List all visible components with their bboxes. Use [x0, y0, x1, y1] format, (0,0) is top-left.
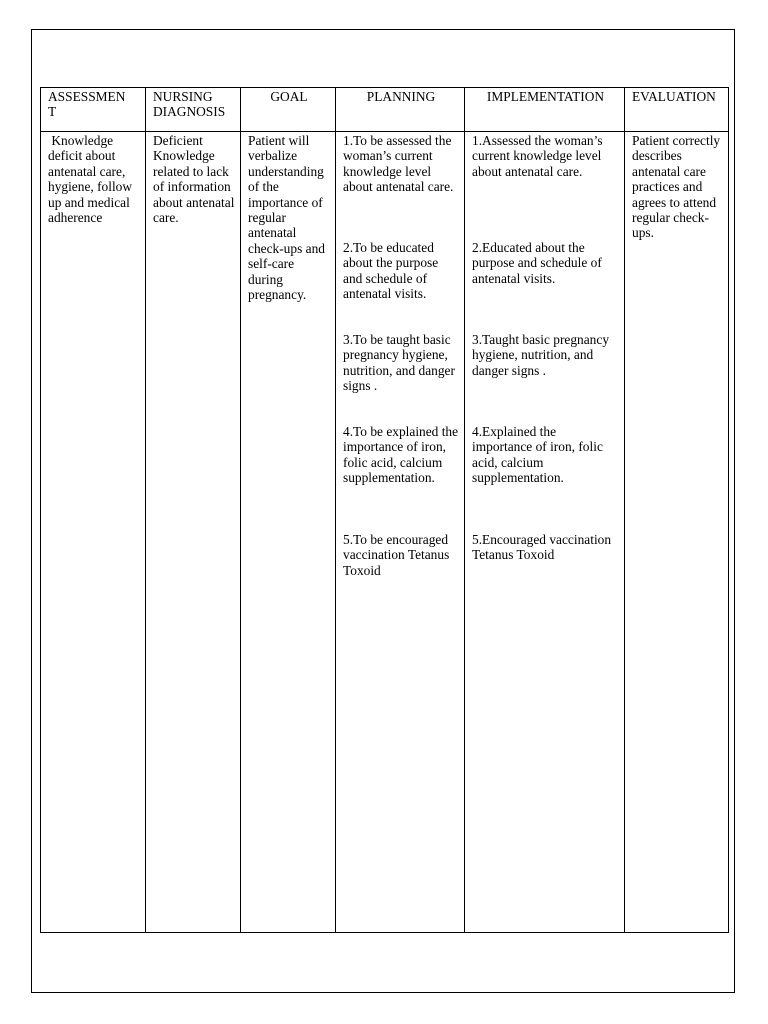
planning-step-2: 2.To be educated about the purpose and schedule of antenatal visits. [343, 240, 439, 302]
header-evaluation: EVALUATION [625, 88, 729, 132]
evaluation-cell: Patient correctly describes antenatal care practices and agrees to attend regular check-ups. [625, 132, 729, 933]
implementation-step-4: 4.Explained the importance of iron, folic acid, calcium supplementation. [472, 424, 603, 486]
planning-step-4: 4.To be explained the importance of iron, folic acid, calcium supplementation. [343, 424, 459, 486]
implementation-step-3: 3.Taught basic pregnancy hygiene, nutrition, and danger signs . [472, 332, 610, 378]
planning-step-5: 5.To be encouraged vaccination Tetanus Toxoid [343, 532, 450, 578]
table-header-row [41, 88, 729, 132]
planning-cell [336, 132, 465, 933]
diagnosis-cell: Deficient Knowledge related to lack of information about antenatal care. [146, 132, 241, 933]
header-assessment: ASSESSMEN T [41, 88, 146, 132]
header-implementation: IMPLEMENTATION [465, 88, 625, 132]
header-goal: GOAL [241, 88, 336, 132]
header-nursing-diagnosis: NURSING DIAGNOSIS [146, 88, 241, 132]
table-row [41, 132, 729, 933]
nursing-care-plan-table [40, 87, 729, 933]
assessment-cell: Knowledge deficit about antenatal care, hygiene, follow up and medical adherence [41, 132, 146, 933]
header-planning: PLANNING [336, 88, 465, 132]
implementation-step-1: 1.Assessed the woman’s current knowledge level about antenatal care. [472, 133, 603, 179]
implementation-step-5: 5.Encouraged vaccination Tetanus Toxoid [472, 532, 612, 563]
goal-cell: Patient will verbalize understanding of the importance of regular antenatal check-ups and self-care during pregnancy. [241, 132, 336, 933]
planning-step-1: 1.To be assessed the woman’s current knowledge level about antenatal care. [343, 133, 454, 195]
implementation-step-2: 2.Educated about the purpose and schedule of antenatal visits. [472, 240, 602, 286]
implementation-cell [465, 132, 625, 933]
planning-step-3: 3.To be taught basic pregnancy hygiene, nutrition, and danger signs . [343, 332, 455, 394]
